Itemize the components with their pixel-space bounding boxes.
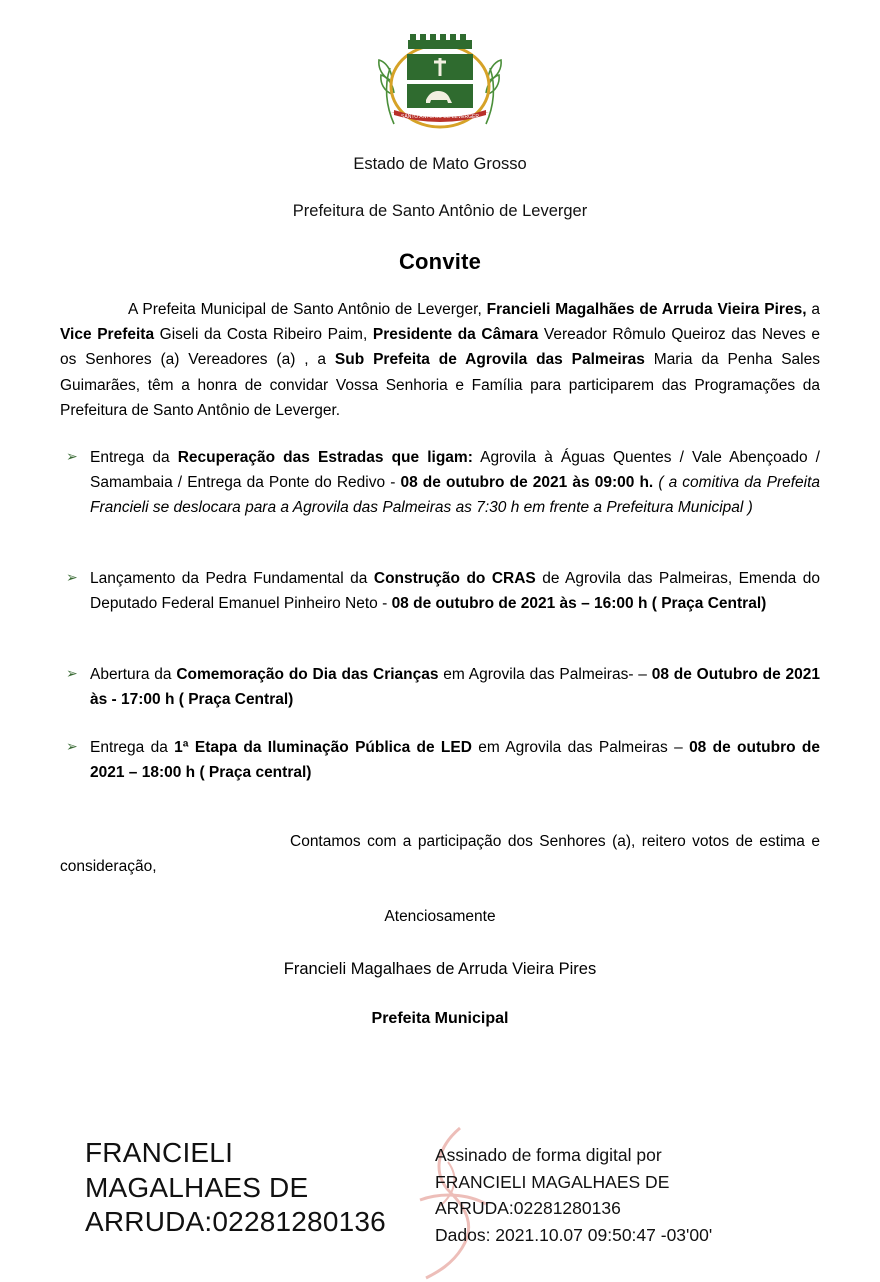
item-4-datetime: 08 de outubro de 2021 – 18:00 h ( Praça central) <box>90 738 820 781</box>
page-title: Convite <box>398 249 482 275</box>
item-3-part-a: Abertura da <box>90 666 177 684</box>
item-2-datetime: 08 de outubro de 2021 às – 16:00 h ( Praça Central) <box>391 595 767 613</box>
digital-signature-block <box>60 1130 820 1280</box>
crest-container <box>60 0 820 132</box>
intro-paragraph <box>60 297 820 423</box>
intro-presidente-camara-label: Presidente da Câmara <box>372 326 539 344</box>
intro-prefeita-name: Francieli Magalhães de Arruda Vieira Pires, <box>486 301 807 319</box>
signature-name-line-3: ARRUDA:02281280136 <box>85 1206 386 1238</box>
list-item <box>60 445 820 520</box>
item-3-part-c: em Agrovila das Palmeiras- – <box>438 666 652 684</box>
list-item-text <box>90 566 820 616</box>
list-item <box>60 566 820 616</box>
item-3-datetime: 08 de Outubro de 2021 às - 17:00 h ( Praça Central) <box>90 666 821 709</box>
header-state: Estado de Mato Grosso <box>353 155 527 173</box>
item-4-part-a: Entrega da <box>90 738 175 756</box>
signer-name: Francieli Magalhaes de Arruda Vieira Pires <box>283 959 597 978</box>
signature-certificate-name <box>85 1136 440 1240</box>
signature-meta-line-1: Assinado de forma digital por <box>435 1145 662 1165</box>
signature-meta-date: Dados: 2021.10.07 09:50:47 -03'00' <box>435 1224 713 1245</box>
bullet-arrow-icon: ➢ <box>66 569 78 586</box>
list-item-text <box>90 735 820 785</box>
item-1-note: ( a comitiva da Prefeita Francieli se deslocara para a Agrovila das Palmeiras as 7:30 h em frente a Prefeitura Municipal ) <box>90 473 820 517</box>
signature-metadata <box>435 1142 815 1248</box>
intro-part-4: Vereador Rômulo Queiroz das Neves e os Senhores (a) Vereadores (a) , a <box>60 326 820 369</box>
intro-vice-prefeita-label: Vice Prefeita <box>60 326 155 344</box>
closing-thanks: Contamos com a participação dos Senhores (a), reitero votos de estima e consideração, <box>60 832 820 875</box>
intro-vice-prefeita-name: Giseli da Costa Ribeiro Paim <box>154 326 363 344</box>
list-item-text <box>90 445 820 520</box>
list-item <box>60 662 820 712</box>
item-1-datetime: 08 de outubro de 2021 às 09:00 h. <box>400 473 654 491</box>
intro-part-3: , <box>362 326 373 344</box>
item-1-part-c: Agrovila à Águas Quentes / Vale Abençoado / Samambaia / Entrega da Ponte do Redivo - <box>90 448 820 491</box>
signature-meta-line-2: FRANCIELI MAGALHAES DE <box>435 1171 670 1192</box>
intro-part-1: A Prefeita Municipal de Santo Antônio de Leverger, <box>128 301 487 319</box>
item-2-part-c: de Agrovila das Palmeiras, Emenda do Deputado Federal Emanuel Pinheiro Neto - <box>90 570 820 613</box>
intro-sub-prefeita-label: Sub Prefeita de Agrovila das Palmeiras <box>334 351 645 369</box>
item-2-highlight: Construção do CRAS <box>373 570 536 588</box>
intro-part-2: a <box>806 301 820 319</box>
list-item-text <box>90 662 820 712</box>
bullet-arrow-icon: ➢ <box>66 665 78 682</box>
signature-name-line-2: MAGALHAES DE <box>85 1171 309 1203</box>
intro-part-5: Maria da Penha Sales Guimarães, têm a honra de convidar Vossa Senhoria e Família para participarem das Programações da Prefeitura de Santo Antônio de Leverger. <box>60 351 820 419</box>
events-list <box>60 445 820 785</box>
item-3-highlight: Comemoração do Dia das Crianças <box>176 666 439 684</box>
signature-name-line-1: FRANCIELI <box>85 1137 234 1168</box>
coat-of-arms-icon <box>364 28 516 132</box>
list-item <box>60 735 820 785</box>
closing-regards: Atenciosamente <box>384 908 496 925</box>
item-2-part-a: Lançamento da Pedra Fundamental da <box>90 570 374 588</box>
bullet-arrow-icon: ➢ <box>66 737 78 754</box>
svg-text:SANTO ANTONIO DE LEVERGER: SANTO ANTONIO DE LEVERGER <box>401 114 479 120</box>
item-4-part-c: em Agrovila das Palmeiras – <box>471 738 690 756</box>
signer-role: Prefeita Municipal <box>371 1010 509 1028</box>
header-city-hall: Prefeitura de Santo Antônio de Leverger <box>292 201 588 220</box>
item-4-highlight: 1ª Etapa da Iluminação Pública de LED <box>174 738 472 756</box>
item-1-highlight: Recuperação das Estradas que ligam: <box>177 448 473 466</box>
signature-meta-line-3: ARRUDA:02281280136 <box>435 1198 621 1219</box>
item-1-part-a: Entrega da <box>90 448 178 466</box>
bullet-arrow-icon: ➢ <box>66 447 78 464</box>
